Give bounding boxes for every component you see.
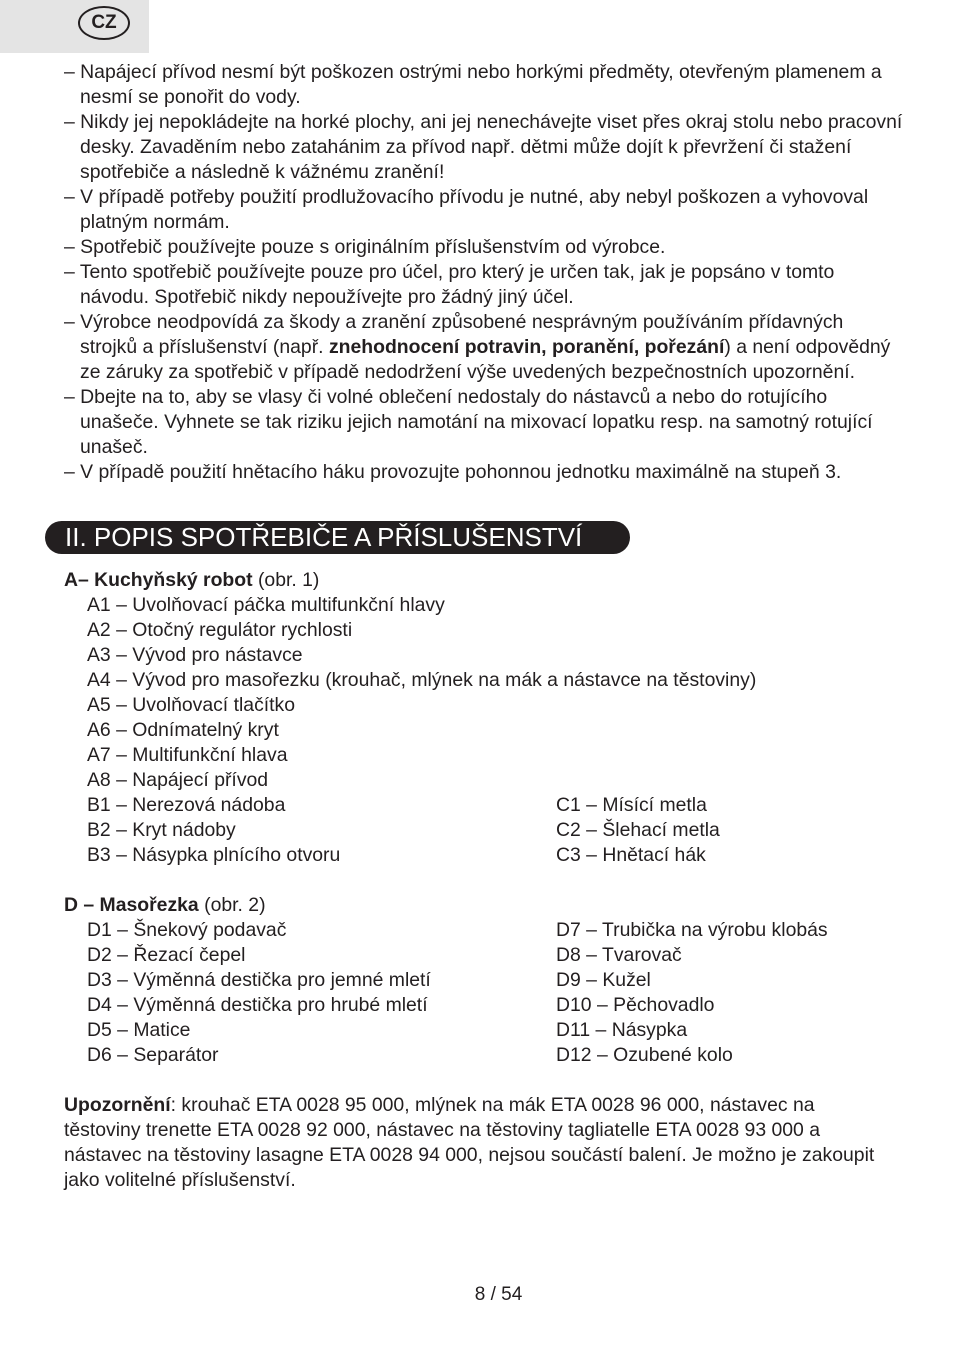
list-item: D10 – Pěchovadlo — [556, 994, 715, 1016]
list-item: A4 – Vývod pro masořezku (krouhač, mlýnek na mák a nástavce na těstoviny) — [87, 669, 757, 691]
list-item: D8 – Tvarovač — [556, 944, 682, 966]
list-item: D5 – Matice — [87, 1019, 191, 1041]
list-item: B2 – Kryt nádoby — [87, 819, 236, 841]
bullet-text: – Výrobce neodpovídá za škody a zranění způsobené nesprávným používáním přídavných strojků a příslušenství (např. — [64, 311, 844, 358]
accessory-note — [64, 1093, 894, 1193]
list-item: B3 – Násypka plnícího otvoru — [87, 844, 341, 866]
group-a-heading — [64, 568, 319, 593]
list-item: D4 – Výměnná destička pro hrubé mletí — [87, 994, 428, 1016]
bullet-item: – V případě použití hnětacího háku provozujte pohonnou jednotku maximálně na stupeň 3. — [64, 461, 842, 483]
bullet-item: – Dbejte na to, aby se vlasy či volné oblečení nedostaly do nástavců a nebo do rotujícího unašeče. Vyhnete se tak riziku jejich namotání na mixovací lopatku resp. na samotný rotující unašeč. — [64, 386, 873, 458]
list-item: D2 – Řezací čepel — [87, 944, 246, 966]
bullet-item: – Napájecí přívod nesmí být poškozen ostrými nebo horkými předměty, otevřeným plamenem a nesmí se ponořit do vody. — [64, 61, 882, 108]
group-d-heading — [64, 893, 266, 918]
bullet-item: – Nikdy jej nepokládejte na horké plochy, ani jej nenechávejte viset přes okraj stolu nebo pracovní desky. Zavaděním nebo zatahánim za přívod např. dětmi může dojít k převržení či stažení spotřebiče a následně k vážnému zranění! — [64, 111, 903, 183]
list-item: D7 – Trubička na výrobu klobás — [556, 919, 828, 941]
list-item: D12 – Ozubené kolo — [556, 1044, 733, 1066]
list-item: C3 – Hnětací hák — [556, 844, 706, 866]
bullet-item — [64, 310, 904, 385]
bullet-item: – Tento spotřebič používejte pouze pro účel, pro který je určen tak, jak je popsáno v tomto návodu. Spotřebič nikdy nepoužívejte pro žádný jiný účel. — [64, 261, 835, 308]
list-item: A5 – Uvolňovací tlačítko — [87, 694, 296, 716]
page-number: 8 / 54 — [474, 1284, 523, 1305]
group-d-heading-bold: D – Masořezka — [64, 894, 199, 916]
group-d-left-list — [87, 918, 431, 1068]
list-item: A1 – Uvolňovací páčka multifunkční hlavy — [87, 594, 445, 616]
list-item: A3 – Vývod pro nástavce — [87, 644, 303, 666]
list-item: A8 – Napájecí přívod — [87, 769, 269, 791]
list-item: D3 – Výměnná destička pro jemné mletí — [87, 969, 431, 991]
list-item: D1 – Šnekový podavač — [87, 919, 287, 941]
group-a-heading-bold: A– Kuchyňský robot — [64, 569, 253, 591]
section-heading: II. POPIS SPOTŘEBIČE A PŘÍSLUŠENSTVÍ — [45, 521, 630, 554]
bullet-item: – V případě potřeby použití prodlužovacího přívodu je nutné, aby nebyl poškozen a vyhovoval platným normám. — [64, 186, 869, 233]
list-item: A6 – Odnímatelný kryt — [87, 719, 279, 741]
bullet-text: ) a není odpovědný ze záruky za spotřebič v případě nedodržení výše uvedených bezpečnostních upozornění. — [80, 336, 891, 383]
group-c-list — [556, 793, 720, 868]
list-item: A2 – Otočný regulátor rychlosti — [87, 619, 353, 641]
list-item: A7 – Multifunkční hlava — [87, 744, 288, 766]
list-item: C1 – Mísící metla — [556, 794, 707, 816]
note-text: : krouhač ETA 0028 95 000, mlýnek na mák ETA 0028 96 000, nástavec na těstoviny trenette ETA 0028 92 000, nástavec na těstoviny tagliatelle ETA 0028 93 000 a nástavec na těstoviny lasagne ETA 0028 94 000, nejsou součástí balení. Je možno je zakoupit jako volitelné příslušenství. — [64, 1094, 875, 1191]
safety-bullet-list — [64, 60, 904, 485]
group-d-right-list — [556, 918, 828, 1068]
language-tab — [0, 0, 149, 53]
note-label: Upozornění — [64, 1094, 171, 1116]
list-item: D9 – Kužel — [556, 969, 651, 991]
language-badge: CZ — [78, 6, 130, 40]
bullet-bold-text: znehodnocení potravin, poranění, pořezání — [328, 336, 725, 358]
list-item: C2 – Šlehací metla — [556, 819, 720, 841]
group-a-heading-ref: (obr. 1) — [252, 569, 320, 591]
list-item: D11 – Násypka — [556, 1019, 688, 1041]
bullet-item: – Spotřebič používejte pouze s originálním příslušenstvím od výrobce. — [64, 236, 666, 258]
list-item: B1 – Nerezová nádoba — [87, 794, 286, 816]
group-d-heading-ref: (obr. 2) — [198, 894, 266, 916]
list-item: D6 – Separátor — [87, 1044, 219, 1066]
